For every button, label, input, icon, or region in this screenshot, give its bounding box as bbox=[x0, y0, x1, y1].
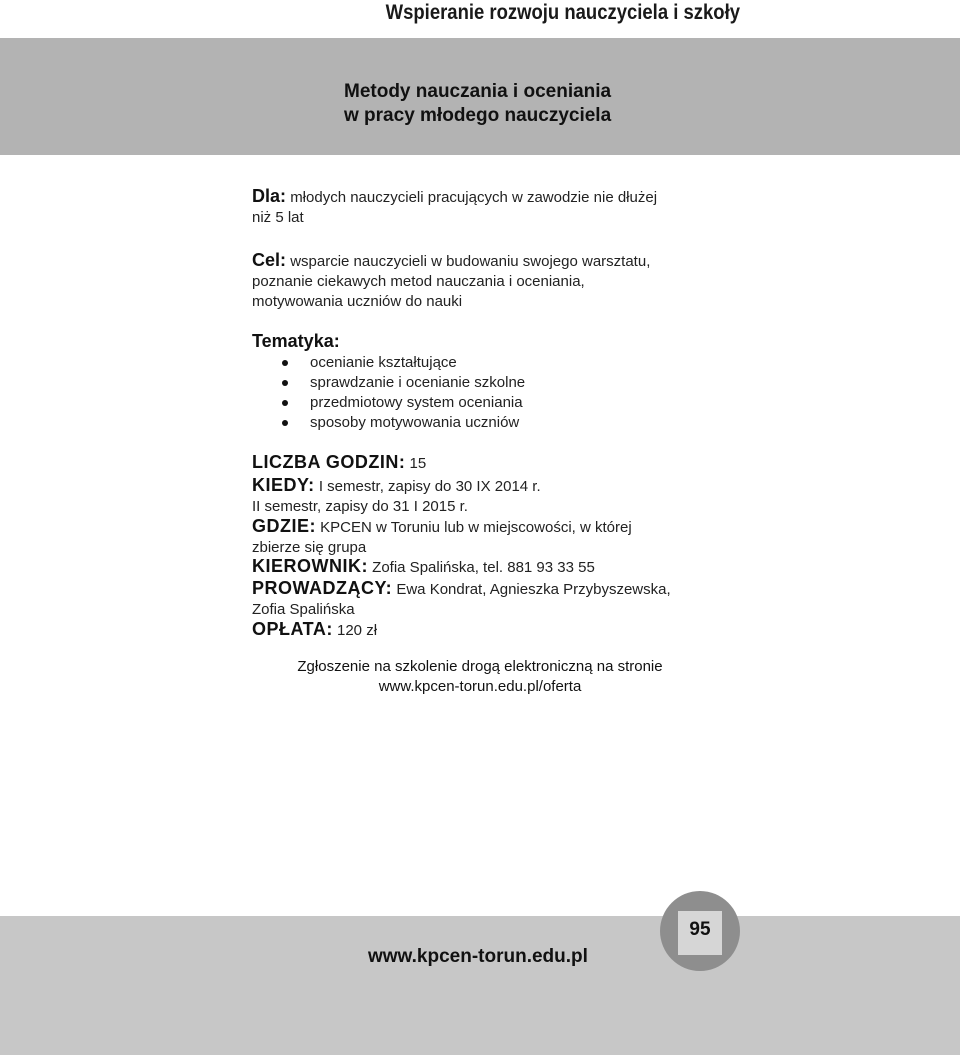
footer-band bbox=[0, 916, 960, 1055]
when-line2: II semestr, zapisy do 31 I 2015 r. bbox=[252, 498, 468, 515]
when-label: KIEDY: bbox=[252, 475, 315, 495]
manager-label: KIEROWNIK: bbox=[252, 556, 368, 576]
when-row bbox=[252, 475, 541, 517]
where-row bbox=[252, 516, 632, 558]
registration-link[interactable]: www.kpcen-torun.edu.pl/oferta bbox=[378, 678, 582, 695]
bullet-icon bbox=[282, 360, 288, 366]
registration-note bbox=[0, 657, 960, 697]
course-title-line2: w pracy młodego nauczyciela bbox=[344, 105, 612, 126]
fee-row bbox=[252, 619, 377, 641]
running-header: Wspieranie rozwoju nauczyciela i szkoły bbox=[385, 1, 740, 24]
leaders-line2: Zofia Spalińska bbox=[252, 601, 355, 618]
hours-value: 15 bbox=[409, 455, 427, 472]
dla-label: Dla: bbox=[252, 186, 287, 206]
list-item: przedmiotowy system oceniania bbox=[252, 393, 525, 413]
tematyka-list bbox=[252, 353, 525, 433]
leaders-label: PROWADZĄCY: bbox=[252, 578, 393, 598]
dla-text-line1: młodych nauczycieli pracujących w zawodzie nie dłużej bbox=[290, 189, 658, 206]
when-line1: I semestr, zapisy do 30 IX 2014 r. bbox=[318, 478, 541, 495]
hours-row bbox=[252, 452, 426, 474]
fee-label: OPŁATA: bbox=[252, 619, 333, 639]
footer-url-link[interactable]: www.kpcen-torun.edu.pl bbox=[368, 946, 588, 967]
list-item: sposoby motywowania uczniów bbox=[252, 413, 525, 433]
bullet-icon bbox=[282, 380, 288, 386]
course-title-band bbox=[0, 38, 960, 155]
dla-section bbox=[252, 186, 657, 228]
leaders-row bbox=[252, 578, 671, 620]
page-number: 95 bbox=[678, 911, 722, 955]
where-line1: KPCEN w Toruniu lub w miejscowości, w której bbox=[320, 519, 632, 536]
bullet-icon bbox=[282, 420, 288, 426]
fee-value: 120 zł bbox=[337, 622, 378, 639]
dla-text-line2: niż 5 lat bbox=[252, 209, 304, 226]
list-item: sprawdzanie i ocenianie szkolne bbox=[252, 373, 525, 393]
manager-value: Zofia Spalińska, tel. 881 93 33 55 bbox=[372, 559, 595, 576]
where-line2: zbierze się grupa bbox=[252, 539, 367, 556]
list-item: ocenianie kształtujące bbox=[252, 353, 525, 373]
cel-text-line3: motywowania uczniów do nauki bbox=[252, 293, 463, 310]
cel-text-line2: poznanie ciekawych metod nauczania i oceniania, bbox=[252, 273, 585, 290]
manager-row bbox=[252, 556, 595, 578]
registration-line1: Zgłoszenie na szkolenie drogą elektroniczną na stronie bbox=[297, 658, 663, 675]
hours-label: LICZBA GODZIN: bbox=[252, 452, 406, 472]
tematyka-label: Tematyka: bbox=[252, 331, 340, 351]
course-title-line1: Metody nauczania i oceniania bbox=[344, 81, 612, 102]
where-label: GDZIE: bbox=[252, 516, 316, 536]
cel-label: Cel: bbox=[252, 250, 287, 270]
cel-section bbox=[252, 250, 650, 312]
bullet-icon bbox=[282, 400, 288, 406]
cel-text-line1: wsparcie nauczycieli w budowaniu swojego warsztatu, bbox=[290, 253, 651, 270]
leaders-line1: Ewa Kondrat, Agnieszka Przybyszewska, bbox=[396, 581, 671, 598]
